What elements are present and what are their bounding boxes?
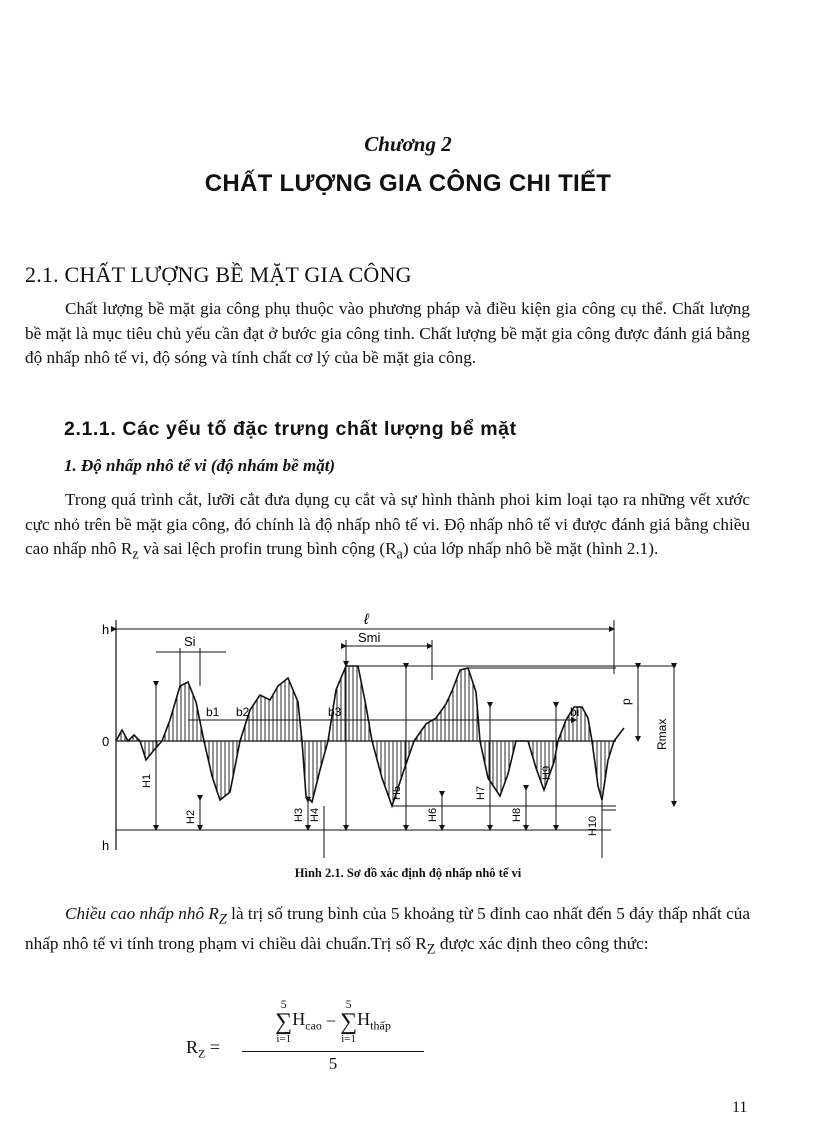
h8-label: H8	[511, 807, 523, 822]
l-label: ℓ	[364, 611, 369, 628]
page-number: 11	[732, 1099, 748, 1116]
b3-label: b3	[328, 705, 342, 719]
section-heading: 2.1. CHẤT LƯỢNG BỀ MẶT GIA CÔNG	[25, 262, 412, 287]
roughness-paragraph: Trong quá trình cắt, lưỡi cắt đưa dụng cụ cắt và sự hình thành phoi kim loại tạo ra những vết xước cực nhỏ trên bề mặt gia công, đó chính là độ nhấp nhô tế vi. Độ nhấp nhô tế vi được đánh giá bằng chiều cao nhấp nhô $R_z$ và sai lệch profin trung bình cộng $(R_a)$ của lớp nhấp nhô bề mặt (hình 2.1).	[25, 490, 750, 563]
si-label: Si	[184, 634, 196, 649]
sum1-sigma: ∑	[275, 1008, 293, 1035]
h-top-label: h	[102, 622, 110, 637]
sum1-lower: i=1	[276, 1032, 292, 1045]
h3-label: H3	[293, 807, 305, 822]
term-low: $H_{thấp}$	[357, 1008, 391, 1033]
sum2-upper: 5	[345, 996, 352, 1011]
chapter-title: CHẤT LƯỢNG GIA CÔNG CHI TIẾT	[204, 170, 612, 197]
minus-sign: −	[325, 1010, 337, 1031]
chapter-label: Chương 2	[364, 132, 452, 156]
term-high: $H_{cao}$	[292, 1008, 322, 1033]
formula-lhs: $R_Z$ =	[186, 1037, 221, 1061]
formula-fraction	[242, 993, 424, 1074]
p-label: p	[619, 698, 633, 705]
b2-label: b2	[236, 705, 250, 719]
h4-label: H4	[309, 807, 321, 822]
h6-label: H6	[427, 807, 439, 822]
h-bottom-label: h	[102, 838, 110, 853]
bi-label: bi	[570, 705, 580, 719]
h10-label: H10	[587, 815, 599, 836]
sum1-upper: 5	[280, 996, 287, 1011]
rmax-label: Rmax	[655, 718, 669, 750]
b1-label: b1	[206, 705, 220, 719]
definition-paragraph: Chiều cao nhấp nhô $R_Z$ là trị số trung bình của 5 khoảng từ 5 đỉnh cao nhất đến 5 đáy thấp nhất của nhấp nhô tế vi tính trong phạm vi chiều dài chuẩn.Trị số $R_Z$ được xác định theo công thức:	[25, 904, 750, 958]
subsection-heading: 2.1.1. Các yếu tố đặc trưng chất lượng bể mặt	[64, 418, 517, 440]
smi-label: Smi	[358, 630, 381, 645]
zero-label: 0	[102, 734, 110, 749]
section-paragraph: Chất lượng bề mặt gia công phụ thuộc vào phương pháp và điều kiện gia công cụ thể. Chất lượng bề mặt là mục tiêu chủ yếu cần đạt ở bước gia công tinh. Chất lượng bề mặt gia công được đánh giá bằng độ nhấp nhô tế vi, độ sóng và tính chất cơ lý của bề mặt gia công.	[25, 299, 750, 367]
figure-caption: Hình 2.1. Sơ đồ xác định độ nhấp nhô tế vi	[294, 866, 522, 880]
item-heading: 1. Độ nhấp nhô tế vi (độ nhám bề mặt)	[64, 456, 336, 475]
h2-label: H2	[185, 809, 197, 824]
h5-label: H5	[391, 785, 403, 800]
h1-label: H1	[141, 773, 153, 788]
roughness-profile-diagram	[96, 610, 669, 872]
sum2-sigma: ∑	[340, 1008, 358, 1035]
h9-label: H9	[541, 765, 553, 780]
formula-denominator: 5	[328, 1054, 338, 1073]
sum2-lower: i=1	[341, 1032, 356, 1045]
h7-label: H7	[475, 785, 487, 800]
